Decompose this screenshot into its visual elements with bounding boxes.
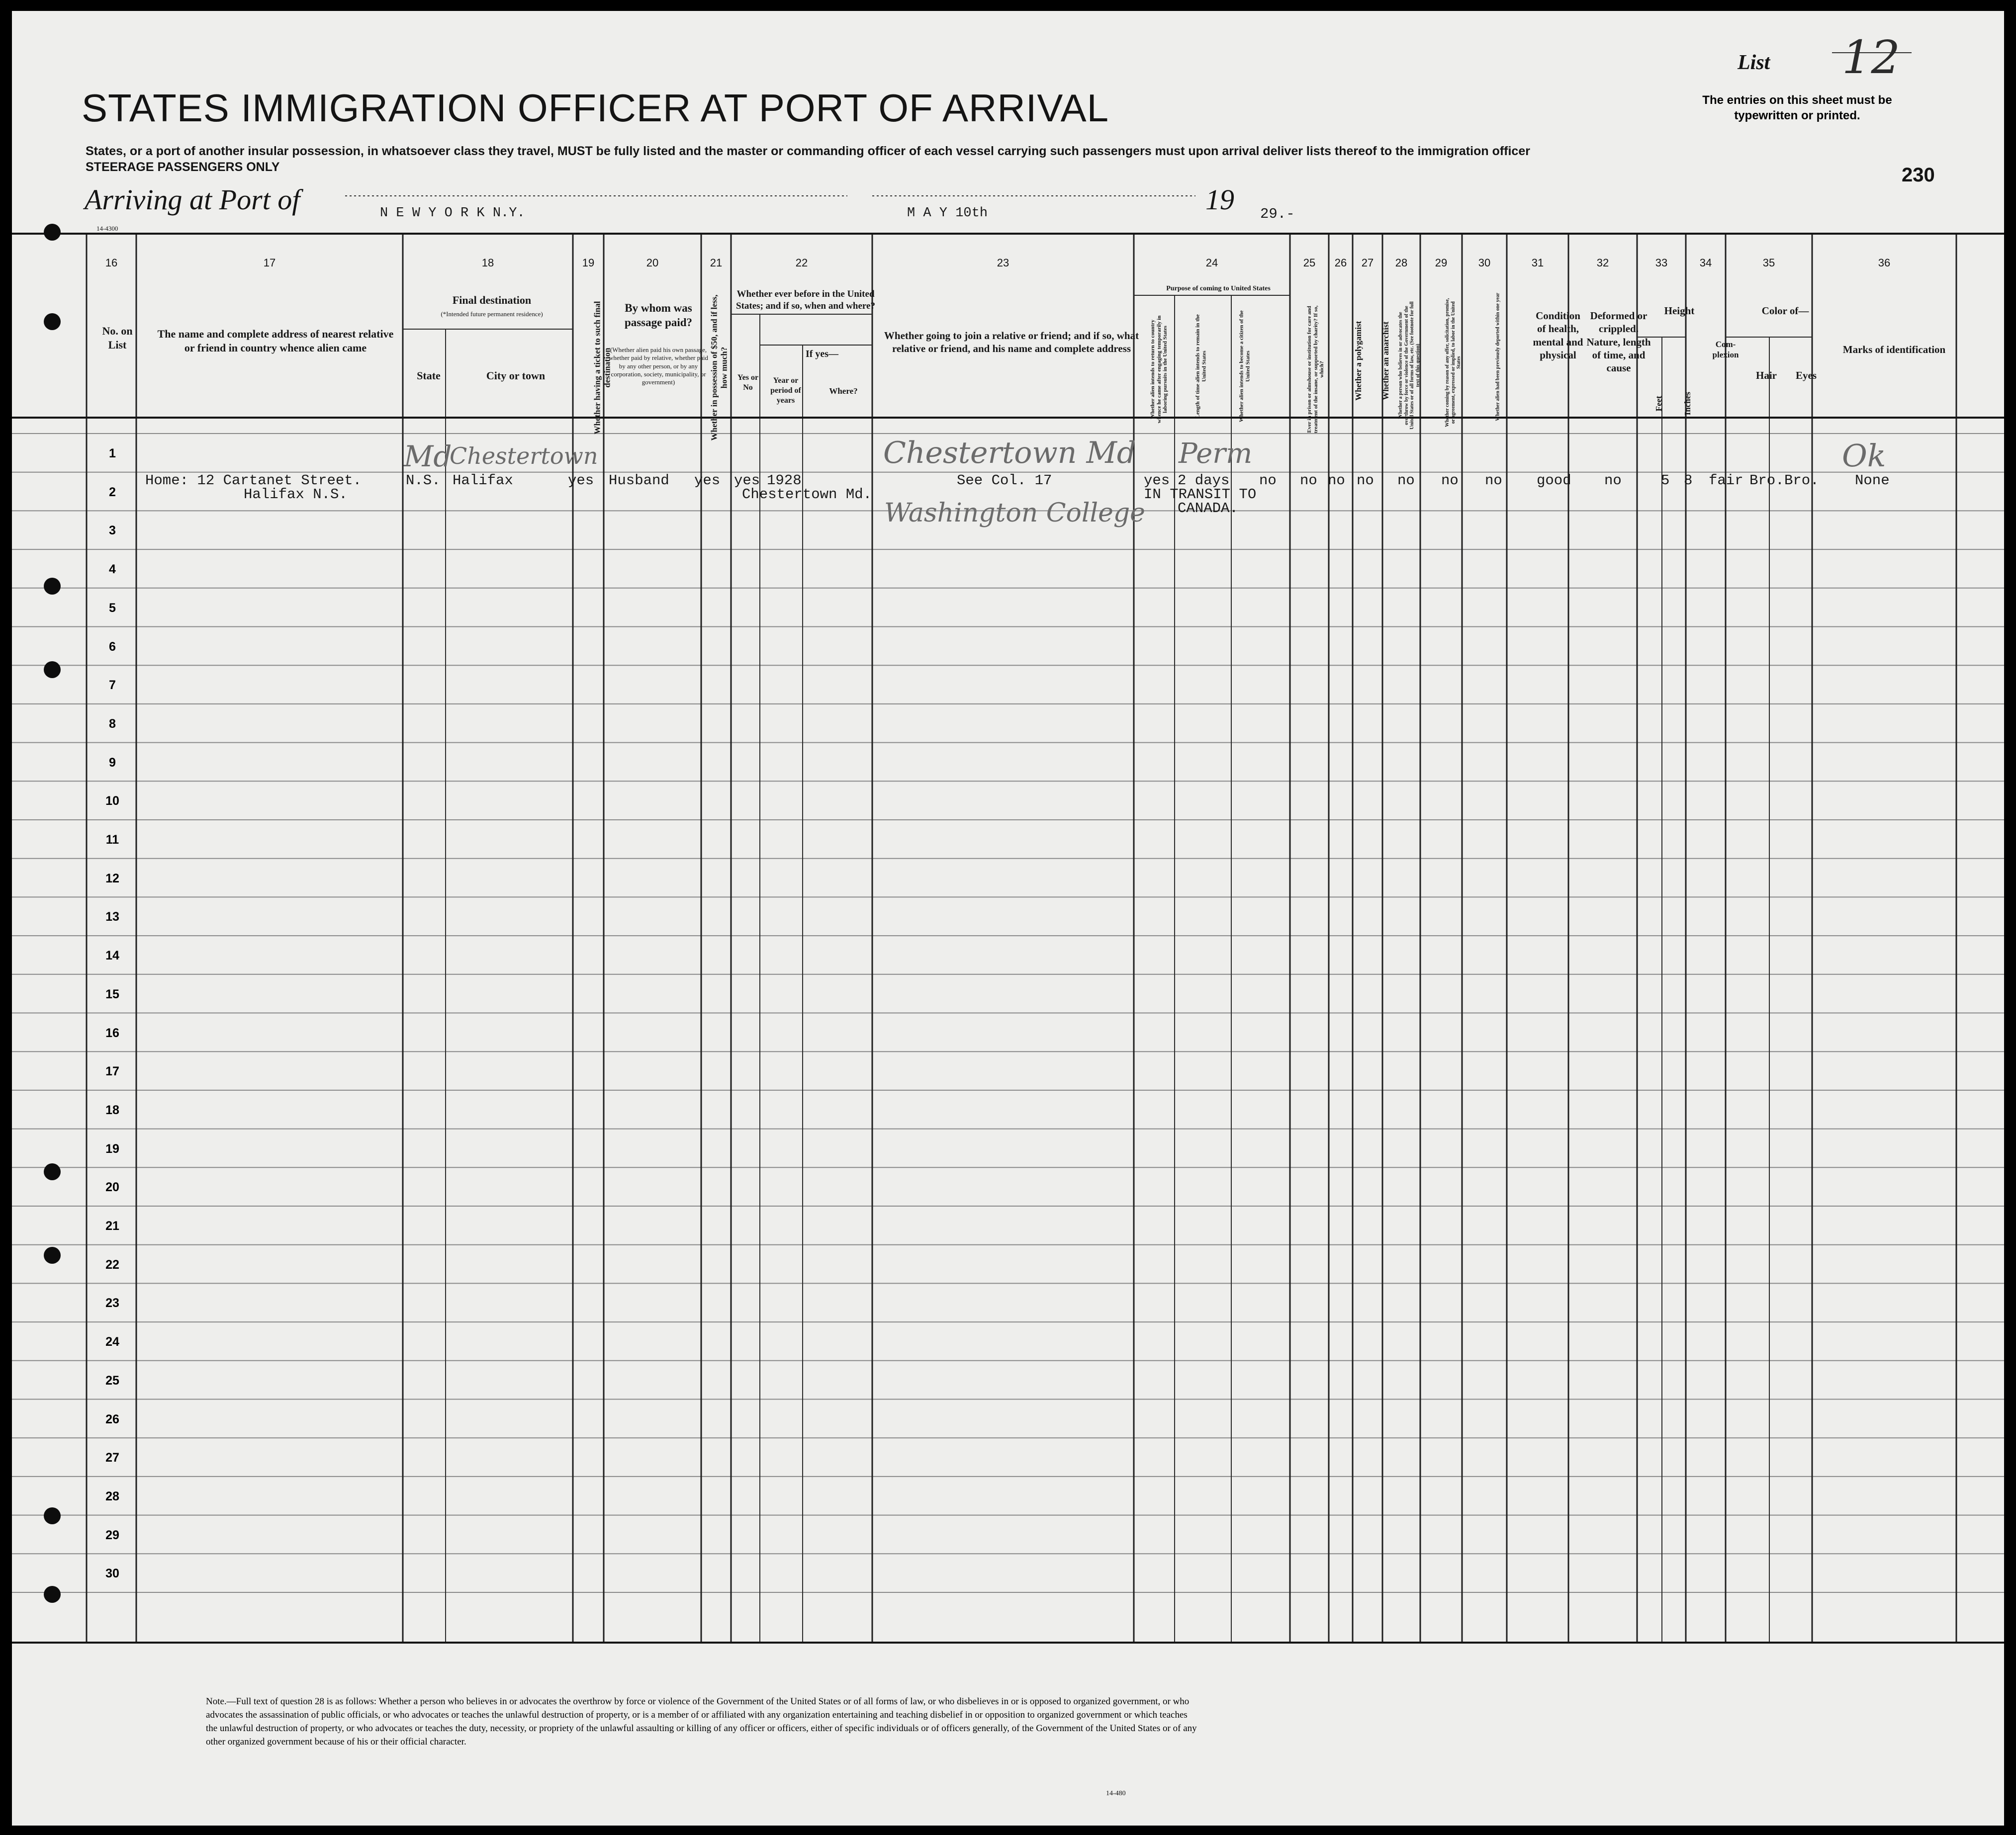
port-value: N E W Y O R K N.Y. — [380, 206, 525, 221]
punch-hole — [44, 313, 61, 330]
row-number: 19 — [105, 1141, 119, 1156]
year-prefix: 19 — [1205, 183, 1234, 216]
handwritten-state: Md — [404, 439, 452, 473]
where-value: Chestertown Md. — [742, 486, 872, 503]
prison-value: no — [1300, 472, 1317, 489]
punch-hole — [44, 578, 61, 595]
handwritten-joining-2: Washington College — [884, 498, 1145, 528]
column-number: 35 — [1762, 257, 1775, 269]
list-number: 12 — [1842, 31, 1901, 84]
header-city: City or town — [486, 369, 546, 382]
row-number: 25 — [105, 1373, 119, 1388]
feet-value: 5 — [1661, 472, 1670, 489]
header-no-on-list: No. on List — [102, 325, 133, 351]
header-q29: Whether coming by reason of any offer, solicitation, promise, or agreement, expressed or implied, to labor in the United States — [1444, 298, 1462, 427]
row-number: 10 — [105, 794, 119, 808]
punch-hole — [44, 1507, 61, 1524]
row-number: 8 — [109, 716, 116, 731]
row-number: 12 — [105, 871, 119, 885]
header-q30: Whether alien had been previously deported within one year — [1495, 292, 1501, 421]
column-number: 34 — [1699, 257, 1712, 269]
hair-value: Bro. — [1749, 472, 1784, 489]
header-nearest-relative: The name and complete address of nearest relative or friend in country whence alien came — [157, 328, 394, 354]
paid-by-value: Husband — [609, 472, 669, 489]
year-suffix: 29.- — [1260, 206, 1295, 222]
column-number: 25 — [1303, 257, 1316, 269]
ticket-value: yes — [568, 472, 594, 489]
header-where: Where? — [829, 386, 858, 396]
row-number: 1 — [109, 446, 116, 460]
header-yes-no: Yes or No — [737, 373, 759, 392]
header-height: Height — [1664, 305, 1695, 317]
header-final-destination-note: (*Intended future permanent residence) — [441, 310, 543, 318]
row-number: 6 — [109, 639, 116, 654]
row-number: 26 — [105, 1412, 119, 1426]
row-number: 16 — [105, 1026, 119, 1040]
column-number: 26 — [1334, 257, 1347, 269]
column-number: 33 — [1655, 257, 1668, 269]
header-possession: Whether in possession of $50, and if less, how much? — [709, 294, 729, 441]
column-number: 36 — [1878, 257, 1891, 269]
row-number: 9 — [109, 755, 116, 770]
row-number: 20 — [105, 1180, 119, 1195]
column-number: 32 — [1596, 257, 1609, 269]
deformed-value: no — [1604, 472, 1622, 489]
handwritten-city: Chestertown — [450, 442, 598, 469]
purpose-return-value: yes — [1144, 472, 1170, 489]
header-complexion: Com-plexion — [1712, 340, 1739, 360]
row-number: 18 — [105, 1103, 119, 1117]
header-color-of: Color of— — [1761, 305, 1809, 317]
column-number: 21 — [710, 257, 723, 269]
column-number: 18 — [481, 257, 494, 269]
handwritten-marks: Ok — [1842, 437, 1886, 474]
column-number: 28 — [1395, 257, 1408, 269]
header-by-whom: By whom was passage paid? — [624, 302, 693, 329]
list-label: List — [1738, 51, 1770, 74]
header-prison: Ever in prison or almshouse or institution for care and treatment of the insane, or supported by charity? If so, which? — [1306, 305, 1325, 434]
citizen-value: no — [1259, 472, 1277, 489]
header-q28: Whether a person who believes in or advocates the overthrow by force or violence of the Government of the United States or of all forms of law, etc. (See footnote for full text of this question) — [1398, 301, 1421, 430]
footnote-question-28: Note.—Full text of question 28 is as follows: Whether a person who believes in or advocates the overthrow by force or violence of the Government of the United States or of all forms of law, or who disbelieves in or is opposed to organized government, or who advocates the assassination of public officials, or who advocates or teaches the unlawful destruction of property, or is a member of or affiliated with any organization entertaining and teaching disbelief in or opposition to organized government or which teaches the unlawful destruction of property, or who advocates or teaches the duty, necessity, or propriety of the unlawful assaulting or killing of any officer or officers, either of specific individuals or of officers generally, of the Government of the United States or of any other organized government because of his or their official character. — [206, 1696, 1197, 1747]
row-number: 23 — [105, 1296, 119, 1311]
q28-value: no — [1397, 472, 1415, 489]
row-number: 7 — [109, 678, 116, 693]
typewritten-note: The entries on this sheet must be typewritten or printed. — [1702, 93, 1892, 123]
steerage-label: STEERAGE PASSENGERS ONLY — [86, 160, 280, 174]
possession-value: yes — [694, 472, 721, 489]
header-by-whom-note: (Whether alien paid his own passage, whether paid by relative, whether paid by any other person, or by any corporation, society, municipality, or government) — [609, 346, 708, 386]
row-number: 24 — [105, 1335, 119, 1349]
header-year-period: Year or period of years — [770, 376, 801, 405]
form-code: 14-4300 — [96, 225, 118, 232]
state-value: N.S. — [406, 472, 441, 489]
row-number: 15 — [105, 987, 119, 1001]
header-if-yes: If yes— — [805, 349, 839, 359]
punch-hole — [44, 1163, 61, 1180]
relative-address-line2: Halifax N.S. — [244, 486, 348, 503]
handwritten-joining-1: Chestertown Md — [883, 436, 1136, 470]
header-hair: Hair — [1756, 369, 1777, 381]
column-number: 23 — [997, 257, 1009, 269]
header-final-destination: Final destination — [452, 294, 532, 306]
sheet-number: 230 — [1902, 164, 1935, 186]
eyes-value: Bro. — [1784, 472, 1819, 489]
row-number: 28 — [105, 1489, 119, 1503]
q30-value: no — [1485, 472, 1502, 489]
punch-hole — [44, 1247, 61, 1264]
header-eyes: Eyes — [1796, 369, 1817, 381]
date-value: M A Y 10th — [907, 206, 988, 221]
row-number: 5 — [109, 601, 116, 615]
column-number: 30 — [1478, 257, 1491, 269]
marks-value: None — [1855, 472, 1890, 489]
header-anarchist: Whether an anarchist — [1381, 321, 1391, 400]
row-number: 13 — [105, 910, 119, 924]
joining-value: See Col. 17 — [957, 472, 1052, 489]
header-condition: Condition of health, mental and physical — [1533, 310, 1583, 361]
row-number: 30 — [105, 1567, 119, 1581]
header-purpose: Purpose of coming to United States — [1166, 285, 1271, 292]
page-title: STATES IMMIGRATION OFFICER AT PORT OF ARRIVAL — [82, 86, 1109, 130]
city-value: Halifax — [453, 472, 513, 489]
row-number: 2 — [109, 485, 116, 499]
arriving-label: Arriving at Port of — [85, 183, 300, 216]
header-deformed: Deformed or crippled. Nature, length of time, and cause — [1586, 310, 1651, 374]
q29-value: no — [1441, 472, 1459, 489]
table-grid — [12, 11, 2004, 1826]
handwritten-purpose: Perm — [1179, 437, 1253, 470]
header-inches: Inches — [1683, 392, 1693, 416]
row-number: 27 — [105, 1451, 119, 1465]
column-number: 24 — [1205, 257, 1218, 269]
ever-before-value: yes — [734, 472, 760, 489]
header-purpose-citizen: Whether alien intends to become a citizen of the United States — [1238, 310, 1251, 422]
row-number: 3 — [109, 524, 116, 538]
anarchist-value: no — [1357, 472, 1374, 489]
header-purpose-length: Length of time alien intends to remain in the United States — [1194, 314, 1207, 419]
row-number: 29 — [105, 1528, 119, 1542]
relative-address-line1: Home: 12 Cartanet Street. — [145, 472, 362, 489]
row-number: 22 — [105, 1257, 119, 1272]
header-polygamist: Whether a polygamist — [1354, 321, 1364, 401]
header-joining: Whether going to join a relative or friend; and if so, what relative or friend, and his name and complete address — [884, 330, 1139, 355]
column-number: 16 — [105, 257, 118, 269]
row-number: 14 — [105, 949, 119, 963]
header-purpose-return: Whether alien intends to return to country whence he came after engaging temporarily in laboring pursuits in the United States — [1150, 315, 1169, 424]
length-of-stay-value: 2 days — [1178, 472, 1230, 489]
header-state: State — [417, 369, 441, 382]
punch-hole — [44, 661, 61, 678]
year-value: 1928 — [767, 472, 802, 489]
header-feet: Feet — [1654, 396, 1664, 412]
polygamist-value: no — [1328, 472, 1345, 489]
column-number: 17 — [263, 257, 276, 269]
transit-line2: CANADA. — [1178, 500, 1238, 517]
header-marks: Marks of identification — [1842, 344, 1946, 355]
header-ever-before: Whether ever before in the United States; and if so, when and where? — [736, 289, 875, 311]
column-number: 22 — [795, 257, 808, 269]
column-number: 29 — [1435, 257, 1448, 269]
punch-hole — [44, 224, 61, 241]
manifest-sheet — [12, 11, 2004, 1826]
complexion-value: fair — [1709, 472, 1743, 489]
row-number: 4 — [109, 562, 116, 577]
column-number: 20 — [646, 257, 659, 269]
header-ticket: Whether having a ticket to such final destination — [592, 301, 612, 435]
condition-value: good — [1537, 472, 1571, 489]
transit-line1: IN TRANSIT TO — [1144, 486, 1257, 503]
row-number: 11 — [105, 833, 119, 847]
column-number: 27 — [1361, 257, 1374, 269]
column-number: 19 — [582, 257, 595, 269]
column-number: 31 — [1531, 257, 1544, 269]
inches-value: 8 — [1684, 472, 1693, 489]
row-number: 17 — [105, 1064, 119, 1079]
footer-code: 14-480 — [1106, 1790, 1126, 1797]
punch-hole — [44, 1586, 61, 1603]
intro-line: States, or a port of another insular possession, in whatsoever class they travel, MUST be fully listed and the master or commanding officer of each vessel carrying such passengers must upon arrival deliver lists thereof to the immigration officer — [86, 144, 1530, 158]
row-number: 21 — [105, 1219, 119, 1233]
